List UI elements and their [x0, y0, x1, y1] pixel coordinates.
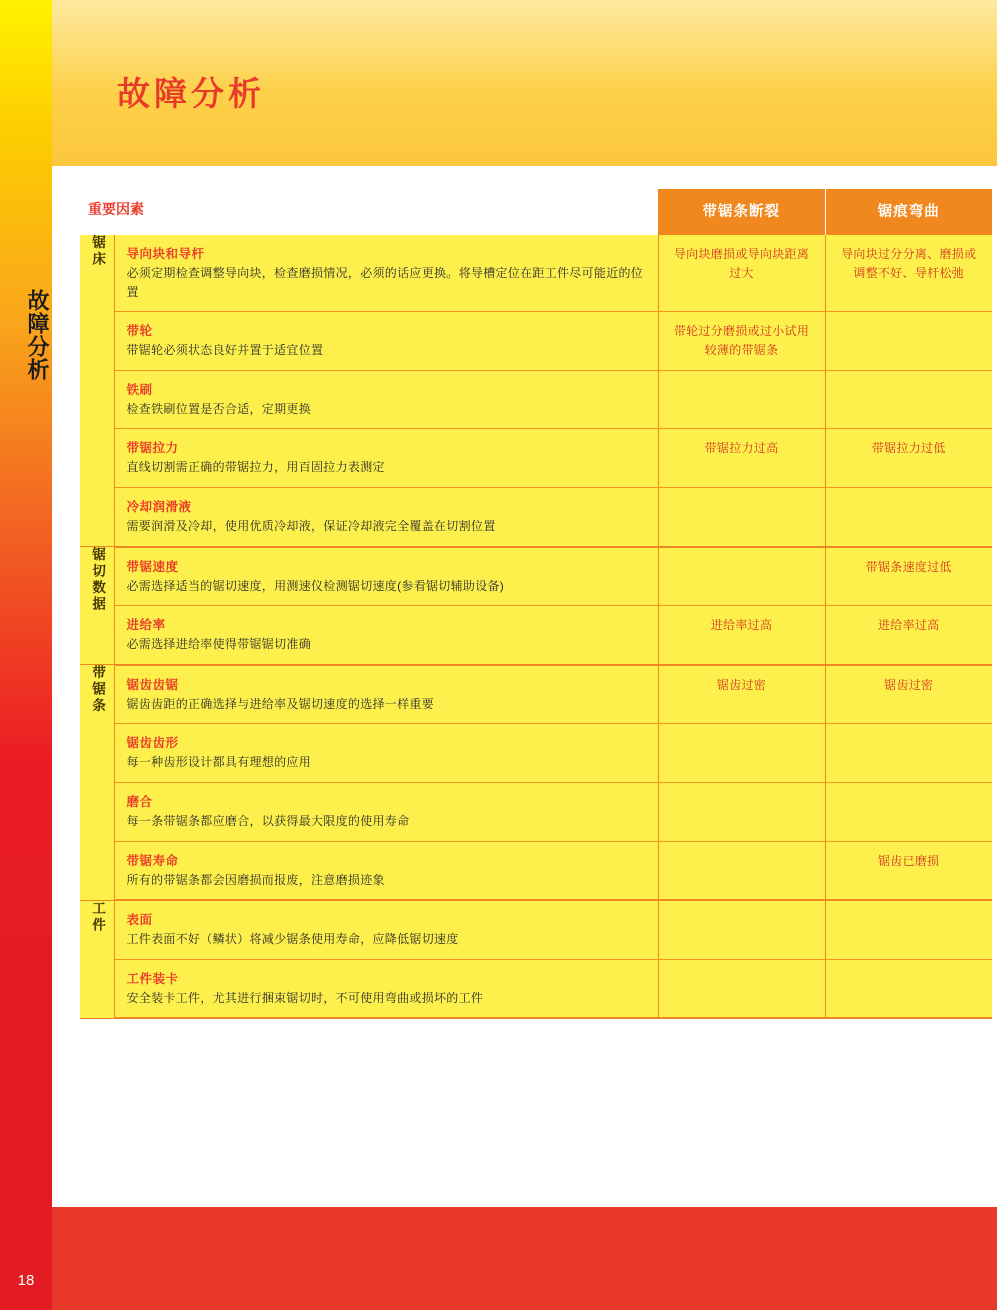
symptom-1-cell: 带锯拉力过高 [658, 429, 825, 488]
symptom-1-cell: 带轮过分磨损或过小试用较薄的带锯条 [658, 312, 825, 371]
symptom-2-cell [825, 370, 992, 429]
symptom-2-cell: 进给率过高 [825, 606, 992, 665]
troubleshooting-table-wrapper [80, 189, 992, 1019]
table-row [80, 370, 992, 429]
factor-title: 工件装卡 [126, 971, 179, 986]
factor-description: 必需选择进给率使得带锯锯切准确 [126, 637, 312, 652]
factor-title: 锯齿齿形 [126, 736, 179, 751]
factor-cell [114, 665, 658, 724]
factor-title: 进给率 [126, 618, 166, 633]
group-label-cell [80, 900, 114, 1018]
factor-description: 所有的带锯条都会因磨损而报废，注意磨损迹象 [126, 872, 385, 887]
page-title: 故障分析 [117, 75, 265, 112]
group-label: 锯床 [90, 235, 106, 268]
table-row [80, 665, 992, 724]
factor-description: 每一种齿形设计都具有理想的应用 [126, 755, 312, 770]
factor-cell [114, 487, 658, 546]
factor-description: 安全装卡工件，尤其进行捆束锯切时，不可使用弯曲或损坏的工件 [126, 990, 484, 1005]
factor-description: 带锯轮必须状态良好并置于适宜位置 [126, 343, 324, 358]
factor-title: 带轮 [126, 324, 153, 339]
factor-title: 表面 [126, 913, 153, 928]
header-symptom-1: 带锯条断裂 [658, 189, 825, 235]
symptom-1-cell [658, 724, 825, 783]
symptom-2-cell [825, 782, 992, 841]
symptom-1-cell [658, 370, 825, 429]
symptom-1-cell [658, 959, 825, 1018]
symptom-2-cell: 带锯拉力过低 [825, 429, 992, 488]
symptom-2-cell: 导向块过分分离、磨损或调整不好、导杆松弛 [825, 235, 992, 312]
table-row [80, 724, 992, 783]
table-row [80, 841, 992, 900]
symptom-1-cell [658, 900, 825, 959]
symptom-2-cell [825, 900, 992, 959]
table-header-row [80, 189, 992, 235]
symptom-1-cell [658, 782, 825, 841]
factor-cell [114, 959, 658, 1018]
factor-title: 冷却润滑液 [126, 499, 192, 514]
factor-description: 锯齿齿距的正确选择与进给率及锯切速度的选择一样重要 [126, 696, 435, 711]
factor-cell [114, 370, 658, 429]
symptom-1-cell [658, 487, 825, 546]
header-symptom-2: 锯痕弯曲 [825, 189, 992, 235]
factor-description: 需要润滑及冷却，使用优质冷却液，保证冷却液完全覆盖在切割位置 [126, 518, 496, 533]
group-label-cell [80, 547, 114, 665]
factor-description: 直线切割需正确的带锯拉力，用百固拉力表测定 [126, 460, 385, 475]
symptom-2-cell [825, 487, 992, 546]
group-label-cell [80, 235, 114, 547]
table-row [80, 959, 992, 1018]
symptom-1-cell: 进给率过高 [658, 606, 825, 665]
factor-cell [114, 841, 658, 900]
group-label-cell [80, 665, 114, 900]
table-row [80, 900, 992, 959]
group-label: 锯切数据 [90, 547, 106, 614]
factor-title: 带锯速度 [126, 559, 179, 574]
table-row [80, 606, 992, 665]
symptom-2-cell: 锯齿已磨损 [825, 841, 992, 900]
bottom-red-band [52, 1207, 997, 1310]
factor-cell [114, 547, 658, 606]
factor-cell [114, 235, 658, 312]
symptom-1-cell [658, 547, 825, 606]
symptom-2-cell: 带锯条速度过低 [825, 547, 992, 606]
page-number: 18 [17, 1272, 35, 1289]
symptom-2-cell [825, 959, 992, 1018]
symptom-1-cell: 锯齿过密 [658, 665, 825, 724]
factor-cell [114, 606, 658, 665]
table-row [80, 782, 992, 841]
group-label: 工件 [90, 900, 106, 934]
symptom-2-cell [825, 724, 992, 783]
group-label: 带锯条 [90, 665, 106, 715]
factor-cell [114, 429, 658, 488]
table-row [80, 547, 992, 606]
table-row [80, 487, 992, 546]
table-row [80, 312, 992, 371]
factor-description: 必需选择适当的锯切速度，用测速仪检测锯切速度(参看锯切辅助设备) [126, 578, 505, 593]
table-body [80, 235, 992, 1018]
factor-cell [114, 782, 658, 841]
table-row [80, 235, 992, 312]
factor-description: 工件表面不好（鳞状）将减少锯条使用寿命，应降低锯切速度 [126, 932, 459, 947]
symptom-1-cell: 导向块磨损或导向块距离过大 [658, 235, 825, 312]
factor-title: 带锯拉力 [126, 441, 179, 456]
symptom-2-cell: 锯齿过密 [825, 665, 992, 724]
header-important-factors: 重要因素 [80, 189, 658, 235]
factor-title: 锯齿齿锯 [126, 677, 179, 692]
factor-title: 带锯寿命 [126, 853, 179, 868]
factor-title: 磨合 [126, 794, 153, 809]
factor-cell [114, 312, 658, 371]
table-row [80, 429, 992, 488]
troubleshooting-table [80, 189, 992, 1019]
factor-description: 检查铁刷位置是否合适，定期更换 [126, 401, 312, 416]
factor-title: 导向块和导杆 [126, 247, 205, 261]
factor-title: 铁刷 [126, 382, 153, 397]
factor-cell [114, 900, 658, 959]
side-vertical-title: 故障分析 [25, 289, 50, 381]
symptom-2-cell [825, 312, 992, 371]
factor-cell [114, 724, 658, 783]
factor-description: 每一条带锯条都应磨合，以获得最大限度的使用寿命 [126, 813, 410, 828]
symptom-1-cell [658, 841, 825, 900]
factor-description: 必须定期检查调整导向块，检查磨损情况，必须的话应更换。将导槽定位在距工件尽可能近的位置 [126, 266, 644, 299]
